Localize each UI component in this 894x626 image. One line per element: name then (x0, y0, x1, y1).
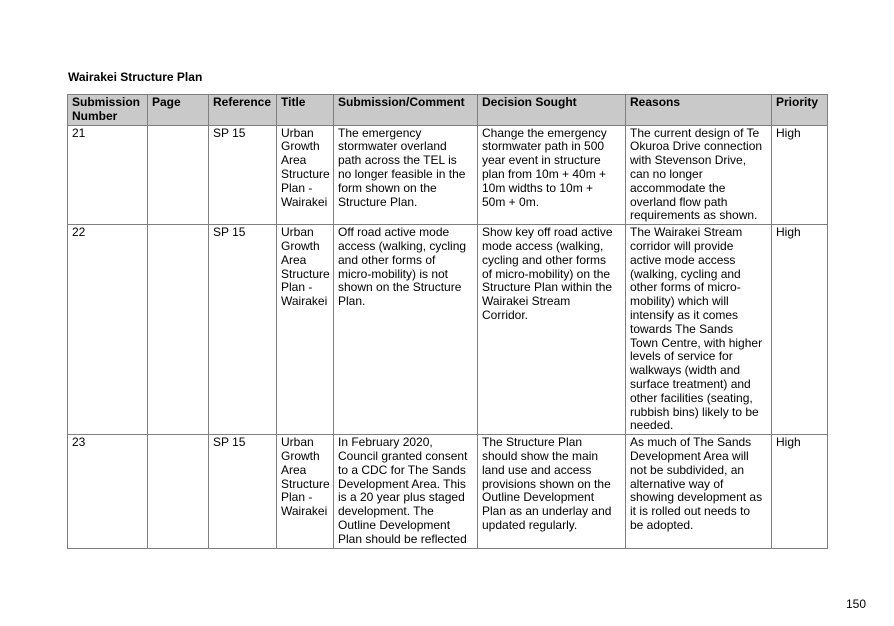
header-submission-number: Submission Number (68, 95, 148, 126)
cell-submission-comment: The emergency stormwater overland path across the TEL is no longer feasible in the form shown on the Structure Plan. (334, 125, 478, 225)
cell-page (148, 435, 209, 548)
cell-title: Urban Growth Area Structure Plan - Wairakei (277, 125, 334, 225)
cell-decision-sought: Show key off road active mode access (walking, cycling and other forms of micro-mobility) on the Structure Plan within the Wairakei Stream Corridor. (478, 225, 626, 435)
cell-decision-sought: The Structure Plan should show the main land use and access provisions shown on the Outline Development Plan as an underlay and updated regularly. (478, 435, 626, 548)
cell-title: Urban Growth Area Structure Plan - Wairakei (277, 435, 334, 548)
cell-submission-comment: In February 2020, Council granted consent to a CDC for The Sands Development Area. This is a 20 year plus staged development. The Outline Development Plan should be reflected (334, 435, 478, 548)
cell-priority: High (772, 225, 828, 435)
table-row (68, 435, 828, 548)
cell-page (148, 225, 209, 435)
header-priority: Priority (772, 95, 828, 126)
submissions-table (67, 94, 828, 549)
cell-submission-comment: Off road active mode access (walking, cycling and other forms of micro-mobility) is not shown on the Structure Plan. (334, 225, 478, 435)
header-page: Page (148, 95, 209, 126)
header-title: Title (277, 95, 334, 126)
cell-reasons: The Wairakei Stream corridor will provide active mode access (walking, cycling and other forms of micro- mobility) which will intensify as it comes towards The Sands Town Centre, with higher levels of service for walkways (width and surface treatment) and other facilities (seating, rubbish bins) likely to be needed. (626, 225, 772, 435)
header-decision-sought: Decision Sought (478, 95, 626, 126)
cell-reference: SP 15 (209, 225, 277, 435)
cell-title: Urban Growth Area Structure Plan - Wairakei (277, 225, 334, 435)
cell-submission-number: 23 (68, 435, 148, 548)
cell-priority: High (772, 435, 828, 548)
cell-page (148, 125, 209, 225)
section-title: Wairakei Structure Plan (68, 70, 203, 84)
cell-priority: High (772, 125, 828, 225)
cell-reference: SP 15 (209, 125, 277, 225)
table-row (68, 225, 828, 435)
header-submission-comment: Submission/Comment (334, 95, 478, 126)
cell-reasons: As much of The Sands Development Area will not be subdivided, an alternative way of showing development as it is rolled out needs to be adopted. (626, 435, 772, 548)
page-number: 150 (846, 597, 867, 611)
cell-reference: SP 15 (209, 435, 277, 548)
table-header-row (68, 95, 828, 126)
table-row (68, 125, 828, 225)
cell-decision-sought: Change the emergency stormwater path in 500 year event in structure plan from 10m + 40m + 10m widths to 10m + 50m + 0m. (478, 125, 626, 225)
cell-submission-number: 22 (68, 225, 148, 435)
cell-submission-number: 21 (68, 125, 148, 225)
cell-reasons: The current design of Te Okuroa Drive connection with Stevenson Drive, can no longer accommodate the overland flow path requirements as shown. (626, 125, 772, 225)
header-reasons: Reasons (626, 95, 772, 126)
header-reference: Reference (209, 95, 277, 126)
